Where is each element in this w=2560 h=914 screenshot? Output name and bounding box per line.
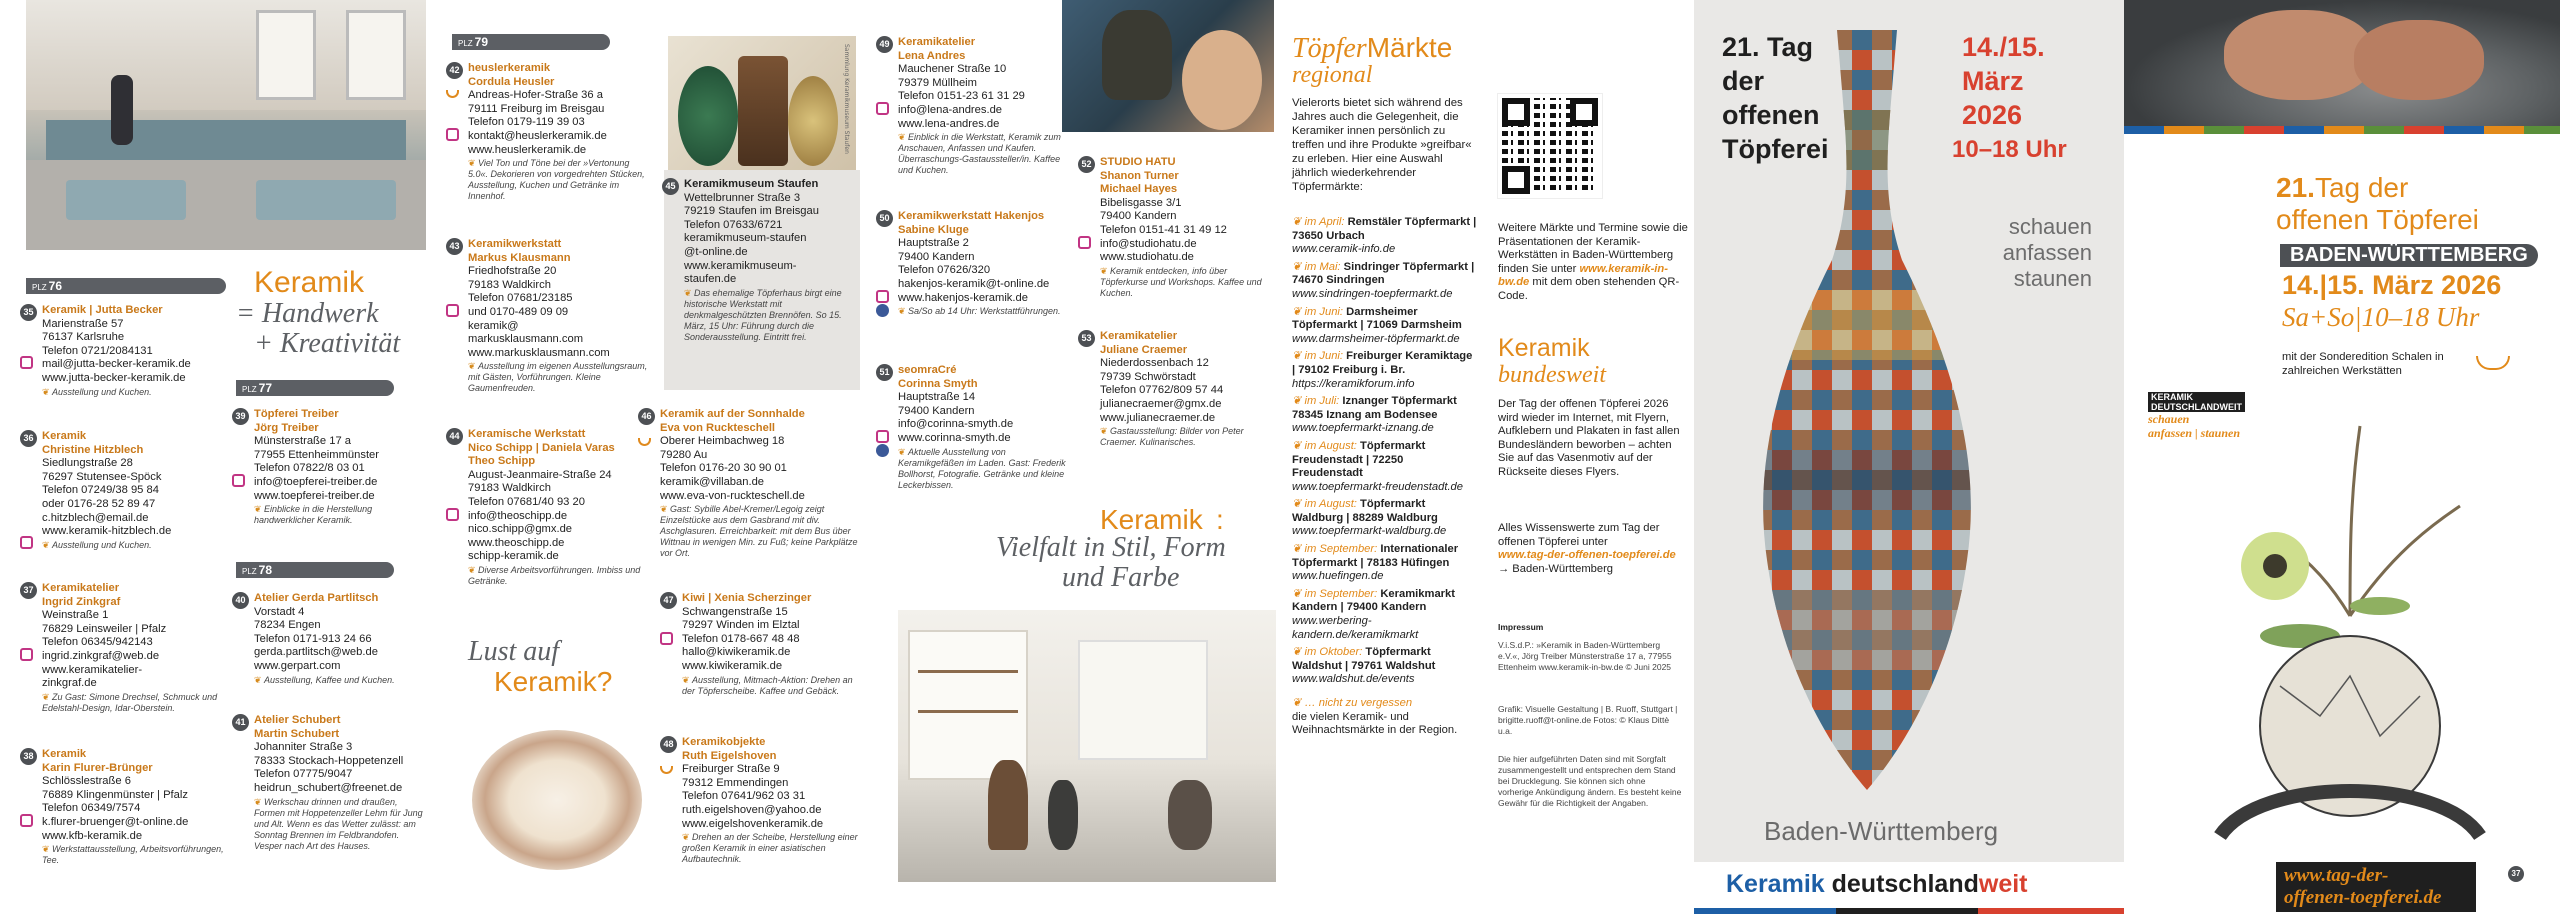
back-title: 21.Tag der offenen Töpferei	[2276, 172, 2479, 235]
cover-region: Baden-Württemberg	[1764, 816, 1999, 846]
market-item: ❦ im September: Keramikmarkt Kandern | 79400 Kandern www.werbering-kandern.de/keramikmarkt	[1292, 587, 1455, 641]
list-item: 44 Keramische Werkstatt Nico Schipp | Daniela Varas Theo Schipp August-Jeanmaire-Straße 24 79183 Waldkirch Telefon 07681/40 93 20 info@theoschipp.de nico.schipp@gmx.de www.theoschipp.de schipp-keramik.de ❦ Diverse Arbeitsvorführungen. Imbiss und Getränke.	[468, 428, 648, 587]
market-item: ❦ im Mai: Sindringer Töpfermarkt | 74670 Sindringen www.sindringen-toepfermarkt.de	[1292, 260, 1475, 300]
list-item: 36 Keramik Christine Hitzblech Siedlungstraße 28 76297 Stutensee-Spöck Telefon 07249/38 95 84 oder 0176-28 52 89 47 c.hitzblech@email.de www.keramik-hitzblech.de ❦ Ausstellung und Kuchen.	[42, 430, 232, 551]
regional-subheading: regional	[1292, 62, 1373, 88]
facebook-icon[interactable]	[876, 444, 889, 457]
grafik-credit: Grafik: Visuelle Gestaltung | B. Ruoff, Stuttgart | brigitte.ruoff@t-online.de Fotos: © Klaus Dittè u.a.	[1498, 704, 1678, 736]
cup-icon	[638, 438, 651, 446]
list-item: 38 Keramik Karin Flurer-Brünger Schlösslestraße 6 76889 Klingenmünster | Pfalz Telefon 06349/7574 k.flurer-bruenger@t-online.de www.kfb-keramik.de ❦ Werkstattausstellung, Arbeitsvorführungen, Tee.	[42, 748, 232, 866]
list-item: 37 Keramikatelier Ingrid Zinkgraf Weinstraße 1 76829 Leinsweiler | Pfalz Telefon 06345/942143 ingrid.zinkgraf@web.de www.keramikatelier- zinkgraf.de ❦ Zu Gast: Simone Drechsel, Schmuck und Edelstahl-Design, Idar-Oberstein.	[42, 582, 232, 714]
back-time: Sa+So|10–18 Uhr	[2282, 302, 2480, 332]
list-item: 47 Kiwi | Xenia Scherzinger Schwangenstraße 15 79297 Winden im Elztal Telefon 0178-667 48 48 hallo@kiwikeramik.de www.kiwikeramik.de ❦ Ausstellung, Mitmach-Aktion: Drehen an der Töpferscheibe. Kaffee und Gebäck.	[682, 592, 862, 697]
instagram-icon[interactable]	[20, 356, 33, 369]
bundesweit-text: Der Tag der offenen Töpferei 2026 wird wieder im Internet, mit Flyern, Aufklebern und Plakaten in fast allen Bundesländern beworben – achten Sie auf das Vasenmotiv auf der Rückseite dieses Flyers.	[1498, 398, 1680, 478]
instagram-icon[interactable]	[876, 430, 889, 443]
list-item: 45 Keramikmuseum Staufen Wettelbrunner Straße 3 79219 Staufen im Breisgau Telefon 07633/6721 keramikmuseum-staufen @t-online.de www.keramikmuseum- staufen.de ❦ Das ehemalige Töpferhaus birgt eine historische Werkstatt mit denkmalgeschützten Brennöfen. So 15. März, 15 Uhr: Führung durch die Sonderausstellung. Eintritt frei.	[684, 178, 854, 343]
list-item: 48 Keramikobjekte Ruth Eigelshoven Freiburger Straße 9 79312 Emmendingen Telefon 07641/962 03 31 ruth.eigelshoven@yahoo.de www.eigelshovenkeramik.de ❦ Drehen an der Scheibe, Herstellung einer großen Keramik in einer asiatischen Aufbautechnik.	[682, 736, 862, 865]
vielfalt-colon: :	[1216, 504, 1224, 535]
workshop-photo	[26, 0, 426, 250]
cup-icon	[660, 766, 673, 774]
market-item: ❦ im Juni: Darmsheimer Töpfermarkt | 71069 Darmsheim www.darmsheimer-töpfermarkt.de	[1292, 305, 1462, 345]
list-item: 53 Keramikatelier Juliane Craemer Niederdossenbach 12 79739 Schwörstadt Telefon 07762/809 57 44 julianecraemer@gmx.de www.julianecraemer.de ❦ Gastausstellung: Bilder von Peter Craemer. Kulinarisches.	[1100, 330, 1270, 448]
bundesweit-heading: Keramik	[1498, 334, 1590, 362]
instagram-icon[interactable]	[446, 304, 459, 317]
kreativitaet-subheading: + Kreativität	[254, 328, 401, 359]
market-item: ❦ im September: Internationaler Töpfermarkt | 78183 Hüfingen www.huefingen.de	[1292, 543, 1459, 583]
toepfermaerkte-heading: TöpferMärkte	[1292, 32, 1453, 64]
list-item: 49 Keramikatelier Lena Andres Mauchener Straße 10 79379 Müllheim Telefon 0151-23 61 31 29 info@lena-andres.de www.lena-andres.de ❦ Einblick in die Werkstatt, Keramik zum Anschauen, Anfassen und Kaufen. Überraschungs-Gastaussteller/in. Kaffee und Kuchen.	[898, 36, 1068, 176]
list-item: 52 STUDIO HATU Shanon Turner Michael Hayes Bibelisgasse 3/1 79400 Kandern Telefon 0151-41 31 49 12 info@studiohatu.de www.studiohatu.de ❦ Keramik entdecken, info über Töpferkurse und Workshops. Kaffee und Kuchen.	[1100, 156, 1270, 299]
page-number: 37	[2508, 866, 2524, 882]
instagram-icon[interactable]	[20, 536, 33, 549]
instagram-icon[interactable]	[876, 290, 889, 303]
gallery-photo	[898, 610, 1276, 882]
instagram-icon[interactable]	[446, 508, 459, 521]
market-item: ❦ im Juli: Iznanger Töpfermarkt 78345 Iznang am Bodensee www.toepfermarkt-iznang.de	[1292, 395, 1457, 435]
plz-76-label: PLZ 76	[26, 278, 226, 294]
list-item: 39 Töpferei Treiber Jörg Treiber Münsterstraße 17 a 77955 Ettenheimmünster Telefon 07822/8 03 01 info@toepferei-treiber.de www.toepferei-treiber.de ❦ Einblicke in die Herstellung handwerklicher Keramik.	[254, 408, 424, 526]
market-item: ❦ im Oktober: Töpfermarkt Waldshut | 79761 Waldshut www.waldshut.de/events	[1292, 646, 1436, 686]
bw-badge: BADEN-WÜRTTEMBERG	[2280, 244, 2538, 267]
handwerk-subheading: = Handwerk	[236, 298, 379, 329]
lust-heading: Lust auf	[468, 636, 560, 667]
market-item: ❦ im August: Töpfermarkt Waldburg | 88289 Waldburg www.toepfermarkt-waldburg.de	[1292, 498, 1447, 538]
plz-79-label: PLZ 79	[452, 34, 610, 50]
vase-flower-image	[2200, 416, 2500, 846]
weitere-maerkte-text: Weitere Märkte und Termine sowie die Präsentationen der Keramik-Werkstätten in Baden-Württemberg finden Sie unter www.keramik-in-bw.de mit dem oben stehenden QR-Code.	[1498, 222, 1688, 302]
plates-photo	[462, 710, 652, 882]
disclaimer: Die hier aufgeführten Daten sind mit Sorgfalt zusammengestellt und entsprechen dem Stand bei Drucklegung. Sie können sich ohne vorherige Ankündigung ändern. Es besteht keine Gewähr für die Richtigkeit der Angaben.	[1498, 754, 1682, 808]
brand-color-strip	[1694, 908, 2124, 914]
plz-78-label: PLZ 78	[236, 562, 394, 578]
instagram-icon[interactable]	[446, 128, 459, 141]
instagram-icon[interactable]	[20, 814, 33, 827]
list-item: 51 seomraCré Corinna Smyth Hauptstraße 14 79400 Kandern info@corinna-smyth.de www.corinna-smyth.de ❦ Aktuelle Ausstellung von Keramikgefäßen im Laden. Gast: Frederik Bollhorst, Fotografie. Getränke und kleine Leckerbissen.	[898, 364, 1073, 491]
market-item: ❦ im August: Töpfermarkt Freudenstadt | 72250 Freudenstadt www.toepfermarkt-freudenstadt.de	[1292, 439, 1464, 493]
instagram-icon[interactable]	[876, 102, 889, 115]
keramik-in-bw-link[interactable]: www.keramik-in-bw.de	[1498, 262, 1668, 289]
cover-date: 14./15. März 2026	[1962, 32, 2045, 130]
cup-icon	[446, 90, 459, 98]
list-item: 50 Keramikwerkstatt Hakenjos Sabine Kluge Hauptstraße 2 79400 Kandern Telefon 07626/320 hakenjos-keramik@t-online.de www.hakenjos-keramik.de ❦ Sa/So ab 14 Uhr: Werkstattführungen.	[898, 210, 1073, 317]
museum-photo	[668, 36, 856, 174]
instagram-icon[interactable]	[232, 474, 245, 487]
cover-time: 10–18 Uhr	[1952, 136, 2067, 163]
cover-title: 21. Tag der offenen Töpferei	[1722, 32, 1829, 164]
maerkte-intro: Vielerorts bietet sich während des Jahres auch die Gelegenheit, die Keramiker innen persönlich zu treffen und ihre Produkte »greifbar« zu erleben. Hier eine Auswahl jährlich wiederkehrender Töpfermärkte:	[1292, 97, 1472, 193]
instagram-icon[interactable]	[20, 648, 33, 661]
list-item: 43 Keramikwerkstatt Markus Klausmann Friedhofstraße 20 79183 Waldkirch Telefon 07681/23185 und 0170-489 09 09 keramik@ markusklausmann.com www.markusklausmann.com ❦ Ausstellung im eigenen Ausstellungsraum, mit Gästen, Vorführungen. Kleine Gaumenfreuden.	[468, 238, 648, 394]
back-date: 14.|15. März 2026	[2282, 270, 2502, 300]
impressum-text: V.i.S.d.P.: »Keramik in Baden-Württemberg e.V.«, Jörg Treiber Münsterstraße 17 a, 77955 Ettenheim www.keramik-in-bw.de © Juni 2025	[1498, 640, 1672, 672]
bundesweit-subheading: bundesweit	[1498, 362, 1606, 388]
keramik-heading: Keramik	[254, 266, 365, 299]
more-markets: ❦ … nicht zu vergessen die vielen Keramik- und Weihnachtsmärkte in der Region.	[1292, 697, 1458, 737]
qr-code[interactable]	[1498, 94, 1602, 198]
vase-mosaic-image	[1752, 30, 1982, 790]
market-item: ❦ im April: Remstäler Töpfermarkt | 73650 Urbach www.ceramik-info.de	[1292, 216, 1477, 256]
photo-caption: Sammlung Keramikmuseum Staufen	[843, 44, 850, 154]
tag-der-offenen-toepferei-link[interactable]: www.tag-der-offenen-toepferei.de	[1498, 549, 1676, 562]
alles-wissenswerte: Alles Wissenswerte zum Tag der offenen Töpferei unter www.tag-der-offenen-toepferei.de → Baden-Württemberg	[1498, 522, 1676, 575]
back-url-box[interactable]: www.tag-der- offenen-toepferei.de	[2276, 862, 2476, 912]
potter-photo	[1062, 0, 1274, 132]
impressum-heading: Impressum	[1498, 622, 1544, 632]
hands-wheel-photo	[2124, 0, 2560, 126]
keramik-deutschlandweit-logo: KERAMIK DEUTSCHLANDWEIT schauen anfassen | staunen	[2148, 392, 2245, 440]
list-item: 41 Atelier Schubert Martin Schubert Johanniter Straße 3 78333 Stockach-Hoppetenzell Telefon 07775/9047 heidrun_schubert@freenet.de ❦ Werkschau drinnen und draußen, Formen mit Hoppetenzeller Lehm für Jung und Alt. Wenn es das Wetter zulässt: am Sonntag Brennen im Feldbrandofen. Vesper nach Art des Hauses.	[254, 714, 429, 852]
sonderedition-text: mit der Sonderedition Schalen in zahlreichen Werkstätten	[2282, 351, 2444, 377]
list-item: 42 heuslerkeramik Cordula Heusler Andreas-Hofer-Straße 36 a 79111 Freiburg im Breisgau Telefon 0179-119 39 03 kontakt@heuslerkeramik.de www.heuslerkeramik.de ❦ Viel Ton und Töne bei der »Vertonung 5.0«. Dekorieren von vorgedrehten Stücken, Ausstellung, Kuchen und Getränke im Innenhof.	[468, 62, 648, 202]
vielfalt-subheading-2: und Farbe	[1062, 562, 1180, 593]
market-item: ❦ im Juni: Freiburger Keramiktage | 79102 Freiburg i. Br. https://keramikforum.info	[1292, 350, 1473, 390]
facebook-icon[interactable]	[876, 304, 889, 317]
list-item: 40 Atelier Gerda Partlitsch Vorstadt 4 78234 Engen Telefon 0171-913 24 66 gerda.partlitsch@web.de www.gerpart.com ❦ Ausstellung, Kaffee und Kuchen.	[254, 592, 424, 686]
instagram-icon[interactable]	[660, 632, 673, 645]
instagram-icon[interactable]	[1078, 236, 1091, 249]
brand-wordmark: Keramik deutschlandweit	[1726, 870, 2028, 898]
color-stripe	[2124, 126, 2560, 134]
cover-slogan: schauen anfassen staunen	[2002, 214, 2092, 291]
list-item: 46 Keramik auf der Sonnhalde Eva von Ruckteschell Oberer Heimbachweg 18 79280 Au Telefon 0176-20 30 90 01 keramik@villaban.de www.eva-von-ruckteschell.de ❦ Gast: Sybille Abel-Kremer/Legoig zeigt Einzelstücke aus dem Gasbrand mit div. Aschglasuren. Erreichbarkeit: mit dem Bus über Wittnau in wenigen Min. zu Fuß; keine Parkplätze vor Ort.	[660, 408, 860, 559]
lust-heading-keramik: Keramik?	[494, 666, 613, 697]
vielfalt-heading: Keramik	[1100, 504, 1203, 535]
list-item: 35 Keramik | Jutta Becker Marienstraße 57 76137 Karlsruhe Telefon 0721/2084131 mail@jutta-becker-keramik.de www.jutta-becker-keramik.de ❦ Ausstellung und Kuchen.	[42, 304, 232, 398]
vielfalt-subheading-1: Vielfalt in Stil, Form	[996, 532, 1226, 563]
markets-list	[1292, 216, 1477, 738]
plz-77-label: PLZ 77	[236, 380, 394, 396]
